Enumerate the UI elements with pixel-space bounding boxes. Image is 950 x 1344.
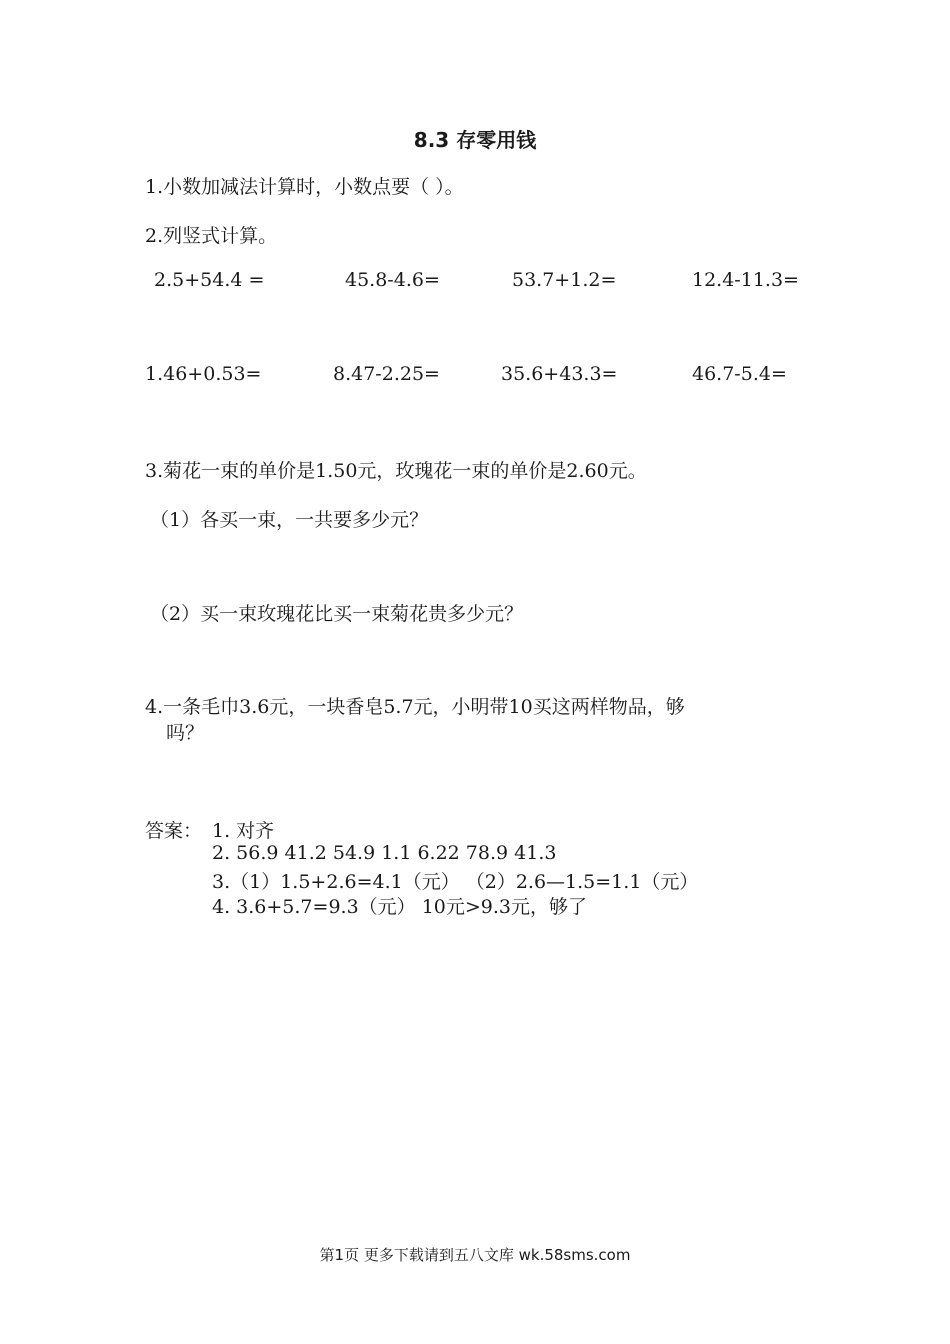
calc-item: 46.7-5.4= <box>692 363 787 385</box>
answer-3: 3.（1）1.5+2.6=4.1（元） （2）2.6—1.5=1.1（元） <box>212 871 699 893</box>
question-4-line-2: 吗？ <box>166 722 205 744</box>
question-1: 1.小数加减法计算时，小数点要（ ）。 <box>145 176 464 198</box>
calc-item: 35.6+43.3= <box>501 363 618 385</box>
answer-1: 1. 对齐 <box>212 820 275 842</box>
calc-item: 1.46+0.53= <box>145 363 262 385</box>
question-4-line-1: 4.一条毛巾3.6元，一块香皂5.7元，小明带10买这两样物品，够 <box>145 696 685 718</box>
calc-item: 8.47-2.25= <box>333 363 440 385</box>
page-title: 8.3 存零用钱 <box>413 128 537 152</box>
calc-item: 12.4-11.3= <box>692 269 799 291</box>
calc-item: 53.7+1.2= <box>512 269 617 291</box>
question-3-sub-2: （2）买一束玫瑰花比买一束菊花贵多少元？ <box>150 603 524 625</box>
calc-item: 2.5+54.4 = <box>154 269 265 291</box>
question-3-stem: 3.菊花一束的单价是1.50元，玫瑰花一束的单价是2.60元。 <box>145 460 647 482</box>
answer-4: 4. 3.6+5.7=9.3（元） 10元>9.3元，够了 <box>212 896 588 918</box>
calc-item: 45.8-4.6= <box>345 269 440 291</box>
answers-label: 答案： <box>145 820 203 842</box>
answer-2: 2. 56.9 41.2 54.9 1.1 6.22 78.9 41.3 <box>212 842 557 864</box>
page-footer: 第1页 更多下载请到五八文库 wk.58sms.com <box>319 1246 631 1264</box>
question-3-sub-1: （1）各买一束，一共要多少元？ <box>150 509 429 531</box>
question-2-label: 2.列竖式计算。 <box>145 225 278 247</box>
